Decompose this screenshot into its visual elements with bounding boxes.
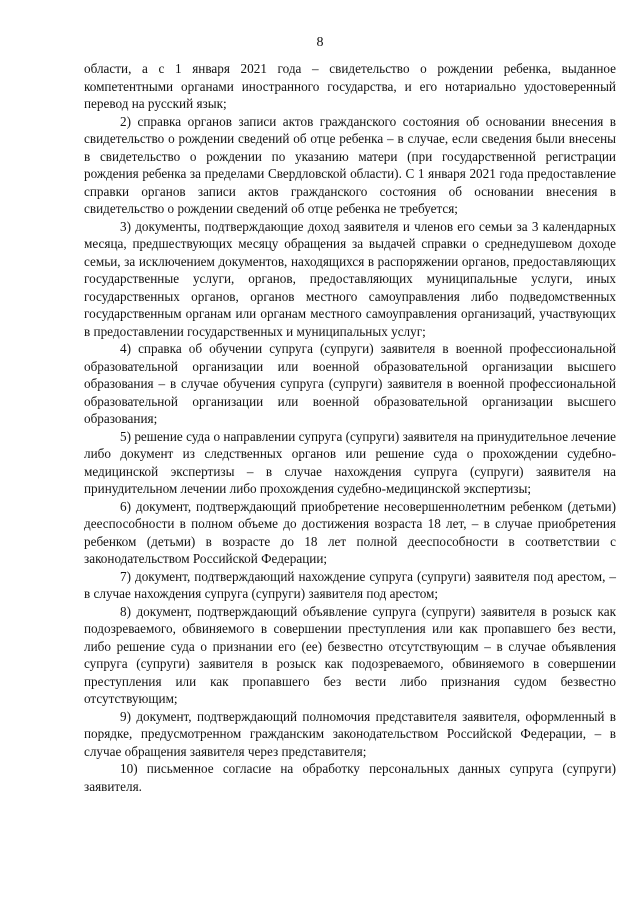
list-item-8: 8) документ, подтверждающий объявление супруга (супруги) заявителя в розыск как подозреваемого, обвиняемого в совершении преступления или как пропавшего без вести, либо решение суда о признании его (ее) безвестно отсутствующим – в случае объявления супруга (супруги) заявителя в розыск как подозреваемого, обвиняемого в совершении преступления или как пропавшего без вести либо признания судом безвестно отсутствующим; [84, 603, 616, 706]
document-body [84, 60, 616, 795]
list-item-6: 6) документ, подтверждающий приобретение несовершеннолетним ребенком (детьми) дееспособности в полном объеме до достижения возраста 18 лет, – в случае приобретения ребенком (детьми) в возрасте до 18 лет полной дееспособности в соответствии с законодательством Российской Федерации; [84, 498, 616, 566]
list-item-7: 7) документ, подтверждающий нахождение супруга (супруги) заявителя под арестом, – в случае нахождения супруга (супруги) заявителя под арестом; [84, 568, 616, 601]
list-item-5: 5) решение суда о направлении супруга (супруги) заявителя на принудительное лечение либо документ из следственных органов или решение суда о прохождении судебно-медицинской экспертизы – в случае нахождения супруга (супруги) заявителя на принудительном лечении либо прохождения судебно-медицинской экспертизы; [84, 428, 616, 496]
paragraph-continuation: области, а с 1 января 2021 года – свидетельство о рождении ребенка, выданное компетентными органами иностранного государства, и его нотариально удостоверенный перевод на русский язык; [84, 61, 616, 111]
page-number: 8 [316, 35, 324, 50]
list-item-2: 2) справка органов записи актов гражданского состояния об основании внесения в свидетельство о рождении сведений об отце ребенка – в случае, если сведения были внесены в свидетельство о рождении по указанию матери (при государственной регистрации рождения ребенка за пределами Свердловской области). С 1 января 2021 года предоставление справки органов записи актов гражданского состояния об основании внесения в свидетельство о рождении сведений об отце ребенка не требуется; [84, 113, 616, 216]
list-item-4: 4) справка об обучении супруга (супруги) заявителя в военной профессиональной образовательной организации или военной образовательной организации высшего образования – в случае обучения супруга (супруги) заявителя в военной профессиональной образовательной организации или военной образовательной организации высшего образования; [84, 341, 616, 426]
list-item-9: 9) документ, подтверждающий полномочия представителя заявителя, оформленный в порядке, предусмотренном гражданским законодательством Российской Федерации, – в случае обращения заявителя через представителя; [84, 708, 616, 759]
list-item-3: 3) документы, подтверждающие доход заявителя и членов его семьи за 3 календарных месяца, предшествующих месяцу обращения за выдачей справки о среднедушевом доходе семьи, за исключением документов, находящихся в распоряжении органов, предоставляющих государственные услуги, органов, предоставляющих муниципальные услуги, иных государственных органов, органов местного самоуправления либо подведомственных государственным органам или органам местного самоуправления организаций, участвующих в предоставлении государственных и муниципальных услуг; [84, 218, 616, 339]
list-item-10: 10) письменное согласие на обработку персональных данных супруга (супруги) заявителя. [84, 761, 616, 794]
